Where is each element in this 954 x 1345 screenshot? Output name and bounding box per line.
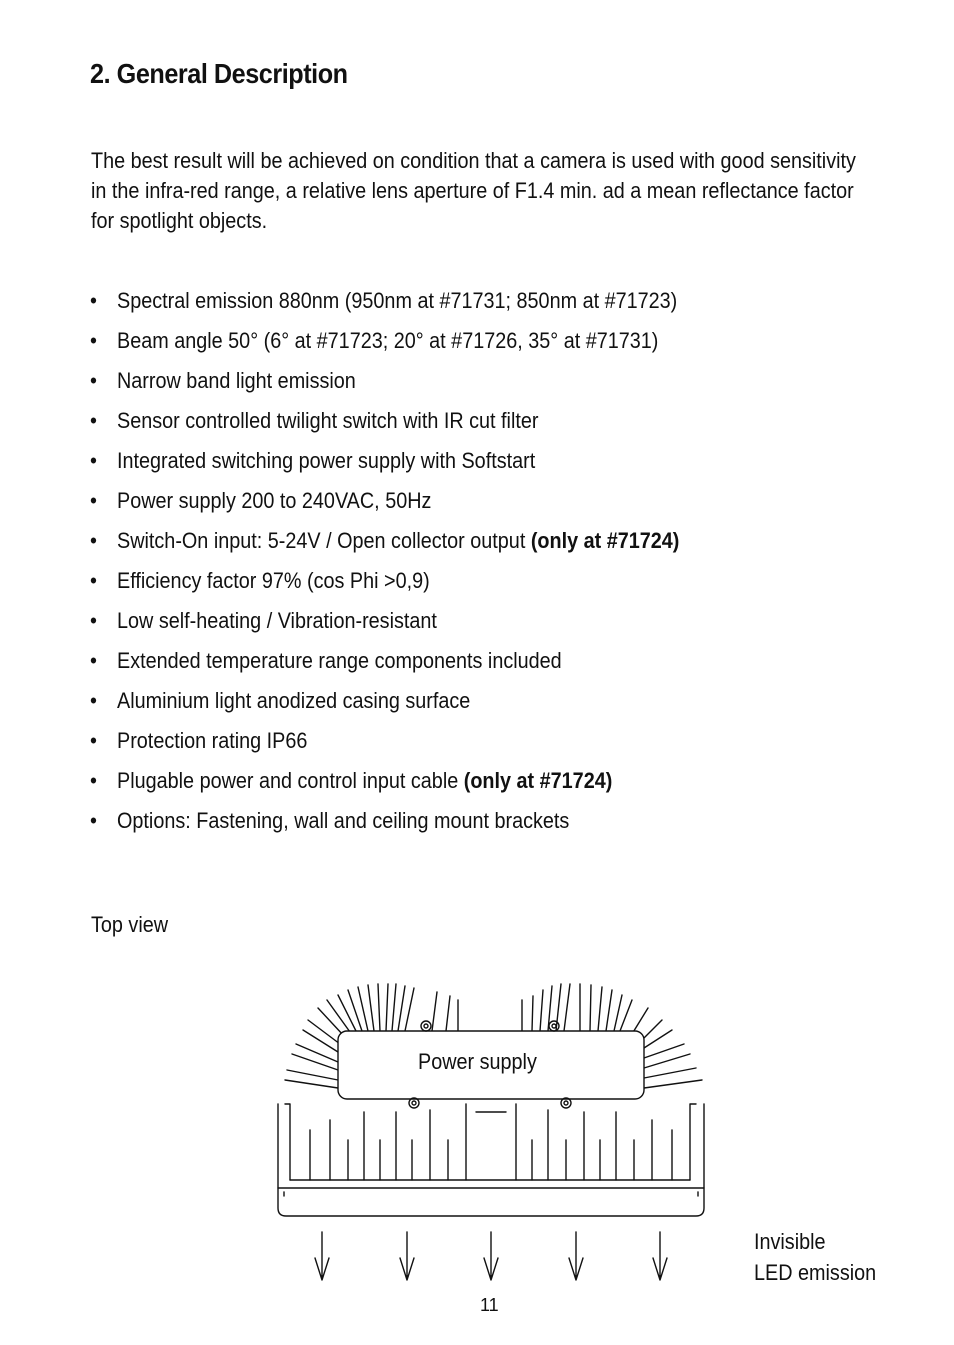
bullet-icon: • — [90, 408, 97, 433]
spotlight-top-view-diagram — [270, 975, 720, 1295]
feature-item — [90, 806, 679, 846]
feature-item — [90, 366, 679, 406]
bullet-icon: • — [90, 368, 97, 393]
feature-item — [90, 686, 679, 726]
feature-text: Efficiency factor 97% (cos Phi >0,9) — [117, 568, 430, 593]
feature-item — [90, 486, 679, 526]
intro-paragraph: The best result will be achieved on condition that a camera is used with good sensitivity in the infra-red range, a relative lens aperture of F1.4 min. ad a mean reflectance factor for spotlight objects. — [91, 148, 856, 233]
power-supply-label: Power supply — [418, 1049, 537, 1074]
feature-note: (only at #71724) — [463, 768, 613, 793]
feature-item — [90, 446, 679, 486]
feature-text: Aluminium light anodized casing surface — [117, 688, 471, 713]
feature-text: Spectral emission 880nm (950nm at #71731; 850nm at #71723) — [117, 288, 678, 313]
feature-note: (only at #71724) — [530, 528, 680, 553]
bullet-icon: • — [90, 488, 97, 513]
section-title: 2. General Description — [90, 58, 348, 89]
feature-item — [90, 406, 679, 446]
feature-text: Beam angle 50° (6° at #71723; 20° at #71726, 35° at #71731) — [117, 328, 659, 353]
feature-item — [90, 766, 679, 806]
feature-text: Power supply 200 to 240VAC, 50Hz — [117, 488, 432, 513]
feature-item — [90, 646, 679, 686]
feature-text: Options: Fastening, wall and ceiling mount brackets — [117, 808, 570, 833]
bullet-icon: • — [90, 328, 97, 353]
feature-item — [90, 286, 679, 326]
bullet-icon: • — [90, 728, 97, 753]
bullet-icon: • — [90, 288, 97, 313]
feature-text: Protection rating IP66 — [117, 728, 308, 753]
feature-list — [90, 286, 679, 846]
feature-text: Extended temperature range components included — [117, 648, 562, 673]
feature-item — [90, 566, 679, 606]
feature-text: Switch-On input: 5-24V / Open collector output — [117, 528, 531, 553]
feature-text: Plugable power and control input cable — [117, 768, 464, 793]
bullet-icon: • — [90, 768, 97, 793]
emission-label-line2: LED emission — [754, 1260, 877, 1285]
bullet-icon: • — [90, 688, 97, 713]
emission-label — [754, 1226, 876, 1288]
feature-item — [90, 726, 679, 766]
feature-item — [90, 326, 679, 366]
feature-item — [90, 606, 679, 646]
bullet-icon: • — [90, 808, 97, 833]
bullet-icon: • — [90, 608, 97, 633]
bullet-icon: • — [90, 528, 97, 553]
feature-text: Integrated switching power supply with Softstart — [117, 448, 536, 473]
emission-arrows — [315, 1232, 667, 1280]
page-number: 11 — [480, 1295, 499, 1315]
feature-text: Narrow band light emission — [117, 368, 356, 393]
feature-text: Sensor controlled twilight switch with IR cut filter — [117, 408, 539, 433]
heatsink-body — [278, 1104, 704, 1216]
feature-item — [90, 526, 679, 566]
emission-label-line1: Invisible — [754, 1229, 826, 1254]
bullet-icon: • — [90, 448, 97, 473]
bullet-icon: • — [90, 648, 97, 673]
bullet-icon: • — [90, 568, 97, 593]
feature-text: Low self-heating / Vibration-resistant — [117, 608, 437, 633]
diagram-caption: Top view — [91, 912, 169, 937]
